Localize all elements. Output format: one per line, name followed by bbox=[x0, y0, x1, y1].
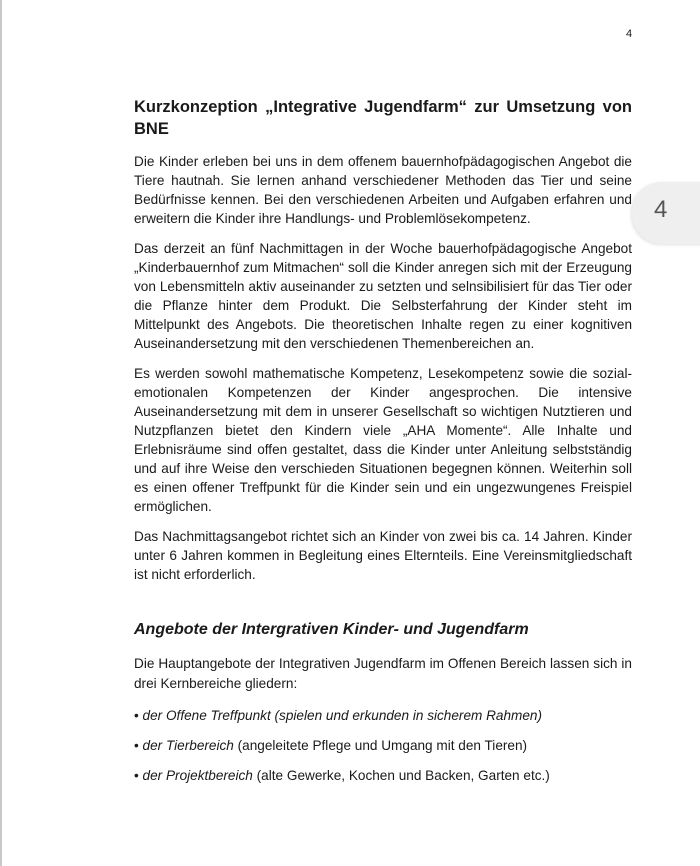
section-heading: Kurzkonzeption „Integrative Jugendfarm“ zur Umsetzung von BNE bbox=[134, 98, 632, 138]
paragraph: Das Nachmittagsangebot richtet sich an Kinder von zwei bis ca. 14 Jahren. Kinder unter 6 Jahren kommen in Begleitung eines Elternteils. Eine Vereinsmitgliedschaft ist nicht erforderlich. bbox=[134, 529, 632, 582]
subsection-heading: Angebote der Intergrativen Kinder- und Jugendfarm bbox=[134, 621, 529, 638]
bullet-marker: • bbox=[134, 738, 139, 753]
list-item-description: (angeleitete Pflege und Umgang mit den Tieren) bbox=[237, 738, 528, 753]
intro-paragraph: Die Hauptangebote der Integrativen Jugendfarm im Offenen Bereich lassen sich in drei Kernbereiche gliedern: bbox=[134, 656, 632, 691]
page-left-edge bbox=[0, 0, 2, 866]
list-item bbox=[134, 706, 632, 725]
paragraph: Die Kinder erleben bei uns in dem offenem bauernhofpädagogischen Angebot die Tiere hautnah. Sie lernen anhand verschiedener Methoden das Tier und seine Bedürfnisse kennen. Bei den verschiedenen Arbeiten und Aufgaben erfahren und erweitern die Kinder ihre Handlungs- und Problemlösekompetenz. bbox=[134, 154, 632, 226]
list-item bbox=[134, 766, 632, 785]
list-item-term: der Offene Treffpunkt bbox=[142, 708, 271, 723]
list-item bbox=[134, 736, 632, 755]
document-body bbox=[134, 96, 632, 796]
list-item-term: der Tierbereich bbox=[142, 738, 234, 753]
bullet-marker: • bbox=[134, 708, 139, 723]
page-indicator-label: 4 bbox=[654, 196, 668, 223]
list-item-description: (alte Gewerke, Kochen und Backen, Garten etc.) bbox=[256, 768, 550, 783]
paragraph: Das derzeit an fünf Nachmittagen in der Woche bauerhofpädagogische Angebot „Kinderbauernhof zum Mitmachen“ soll die Kinder anregen sich mit der Erzeugung von Lebensmitteln aktiv auseinander zu setzten und selnsibilisiert für das Tier oder die Pflanze hinter dem Produkt. Die Selbsterfahrung der Kinder steht im Mittelpunkt des Angebots. Die theoretischen Inhalte regen zu einer kognitiven Auseinandersetzung mit den verschiedenen Themenbereichen an. bbox=[134, 241, 632, 351]
page-number: 4 bbox=[626, 28, 633, 40]
list-item-term: der Projektbereich bbox=[142, 768, 253, 783]
list-item-description: (spielen und erkunden in sicherem Rahmen) bbox=[274, 708, 543, 723]
page-indicator-tab[interactable] bbox=[632, 182, 700, 244]
bullet-marker: • bbox=[134, 768, 139, 783]
paragraph: Es werden sowohl mathematische Kompetenz, Lesekompetenz sowie die sozial-emotionalen Kompetenzen der Kinder angesprochen. Die intensive Auseinandersetzung mit dem in unserer Gesellschaft so wichtigen Nutztieren und Nutzpflanzen bietet den Kindern viele „AHA Momente“. Alle Inhalte und Erlebnisräume sind offen gestaltet, dass die Kinder unter Anleitung selbstständig und auf ihre Weise den verschieden Situationen begegnen können. Weiterhin soll es einen offener Treffpunkt für die Kinder sein und ein ungezwungenes Freispiel ermöglichen. bbox=[134, 366, 632, 514]
